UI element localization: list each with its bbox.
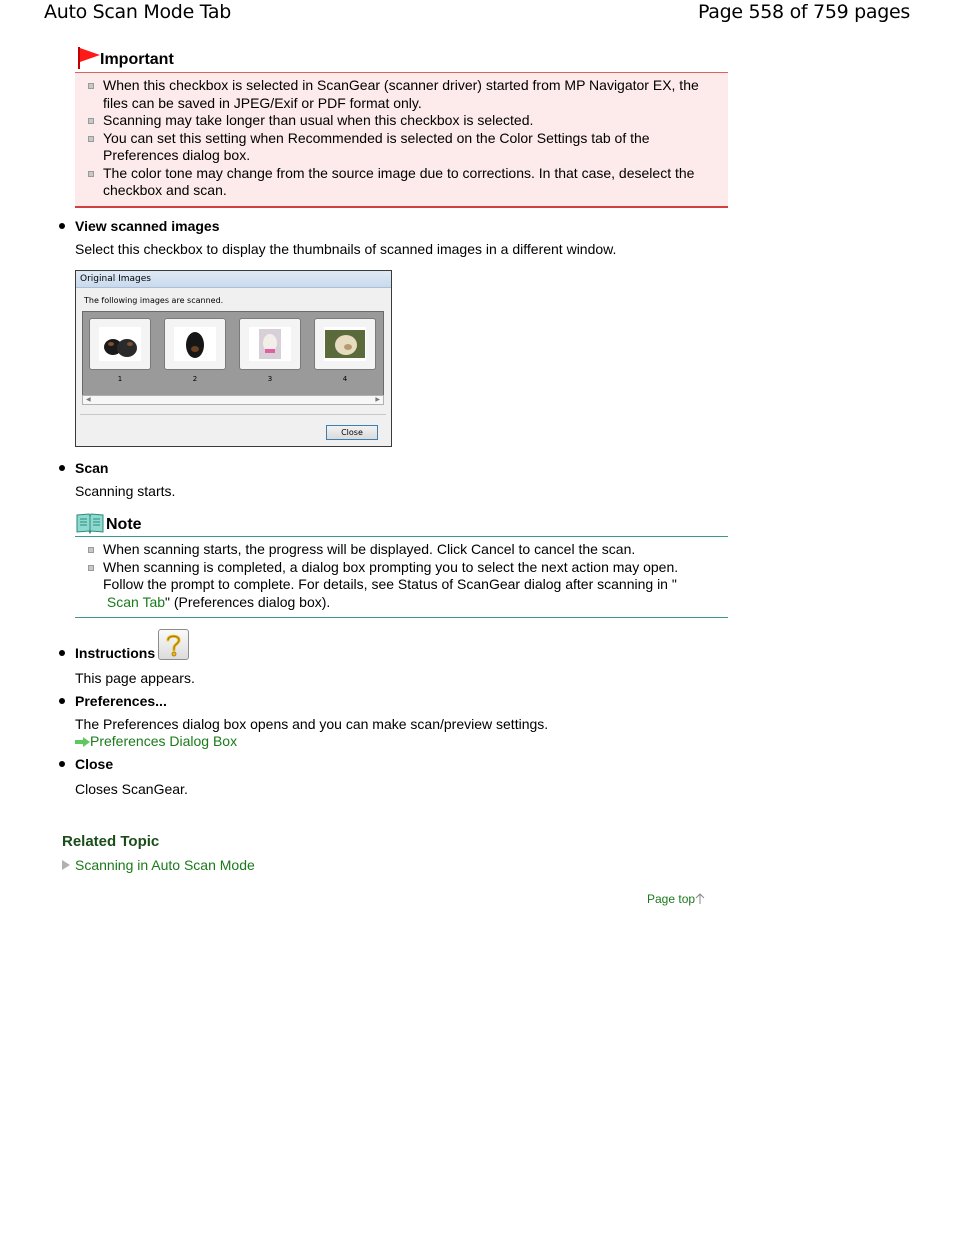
- thumbnail-number: 2: [192, 375, 198, 383]
- list-item: When this checkbox is selected in ScanGear (scanner driver) started from MP Navigator EX, the files can be saved in JPEG/Exif or PDF format only.: [87, 77, 718, 112]
- scanning-auto-scan-link[interactable]: Scanning in Auto Scan Mode: [75, 857, 255, 873]
- original-images-dialog: [75, 270, 392, 447]
- thumbnail[interactable]: [89, 318, 151, 370]
- preferences-label: Preferences...: [75, 693, 167, 709]
- preferences-dialog-link[interactable]: Preferences Dialog Box: [90, 733, 238, 749]
- note-item-text: When scanning is completed, a dialog box prompting you to select the next action may open. Follow the prompt to complete. For details, see Status of ScanGear dialog after scanning in ": [103, 558, 679, 592]
- related-link-row: [62, 857, 255, 873]
- note-item-text: " (Preferences dialog box).: [165, 593, 331, 610]
- list-item: When scanning starts, the progress will be displayed. Click Cancel to cancel the scan.: [87, 541, 718, 559]
- related-topic-heading: Related Topic: [62, 833, 160, 850]
- divider: [80, 414, 386, 415]
- page-title: Auto Scan Mode Tab: [44, 1, 231, 23]
- bullet-preferences: [59, 693, 167, 709]
- thumbnail[interactable]: [314, 318, 376, 370]
- note-header: [75, 511, 728, 537]
- dog-portrait-photo-icon: [249, 327, 291, 361]
- triangle-right-icon: [62, 860, 70, 870]
- important-title: Important: [100, 51, 174, 68]
- thumbnail-number: 4: [342, 375, 348, 383]
- view-scanned-desc: Select this checkbox to display the thumbnails of scanned images in a different window.: [75, 241, 617, 257]
- thumbnail[interactable]: [164, 318, 226, 370]
- preferences-link-row: [75, 733, 237, 749]
- important-body: [75, 73, 728, 208]
- dialog-close-button[interactable]: Close: [326, 425, 378, 440]
- scroll-left-icon[interactable]: ◀: [86, 397, 91, 403]
- page-header: [0, 0, 954, 26]
- dogs-photo-icon: [99, 327, 141, 361]
- horizontal-scrollbar[interactable]: [82, 395, 384, 405]
- scroll-right-icon[interactable]: ▶: [375, 397, 380, 403]
- book-icon: [76, 512, 104, 534]
- page-top-link-row: [647, 892, 705, 906]
- arrow-up-icon[interactable]: [695, 893, 705, 905]
- scan-label: Scan: [75, 460, 109, 476]
- scan-tab-link[interactable]: Scan Tab: [106, 593, 166, 610]
- scan-desc: Scanning starts.: [75, 483, 176, 499]
- bullet-close: [59, 756, 113, 772]
- close-label: Close: [75, 756, 114, 772]
- preferences-desc: The Preferences dialog box opens and you can make scan/preview settings.: [75, 716, 549, 732]
- instructions-label: Instructions: [75, 645, 156, 661]
- note-body: [75, 537, 728, 618]
- list-item: The color tone may change from the source image due to corrections. In that case, deselect the checkbox and scan.: [87, 165, 718, 200]
- red-flag-icon: [77, 47, 101, 69]
- close-desc: Closes ScanGear.: [75, 781, 188, 797]
- thumbnail-number: 3: [267, 375, 273, 383]
- important-box: [75, 46, 728, 208]
- dog-landscape-photo-icon: [324, 327, 366, 361]
- dialog-title: Original Images: [76, 271, 391, 288]
- question-mark-icon: [159, 630, 188, 659]
- note-box: [75, 511, 728, 618]
- view-scanned-label: View scanned images: [75, 218, 220, 234]
- bullet-instructions: [59, 645, 155, 661]
- instructions-desc: This page appears.: [75, 670, 195, 686]
- page-number: Page 558 of 759 pages: [697, 1, 910, 23]
- thumbnail-number: 1: [117, 375, 123, 383]
- list-item: You can set this setting when Recommended is selected on the Color Settings tab of the Preferences dialog box.: [87, 130, 718, 165]
- green-arrow-icon: [75, 737, 90, 747]
- list-item: Scanning may take longer than usual when this checkbox is selected.: [87, 112, 718, 130]
- dog-photo-icon: [174, 327, 216, 361]
- thumbnail[interactable]: [239, 318, 301, 370]
- bullet-scan: [59, 460, 108, 476]
- instructions-button[interactable]: [158, 629, 189, 660]
- page-top-link[interactable]: Page top: [647, 892, 696, 906]
- important-header: [75, 46, 728, 73]
- thumbnail-area: [82, 311, 384, 397]
- dialog-text: The following images are scanned.: [84, 296, 224, 305]
- bullet-view-scanned: [59, 218, 219, 234]
- note-title: Note: [106, 516, 142, 533]
- list-item: [87, 559, 718, 612]
